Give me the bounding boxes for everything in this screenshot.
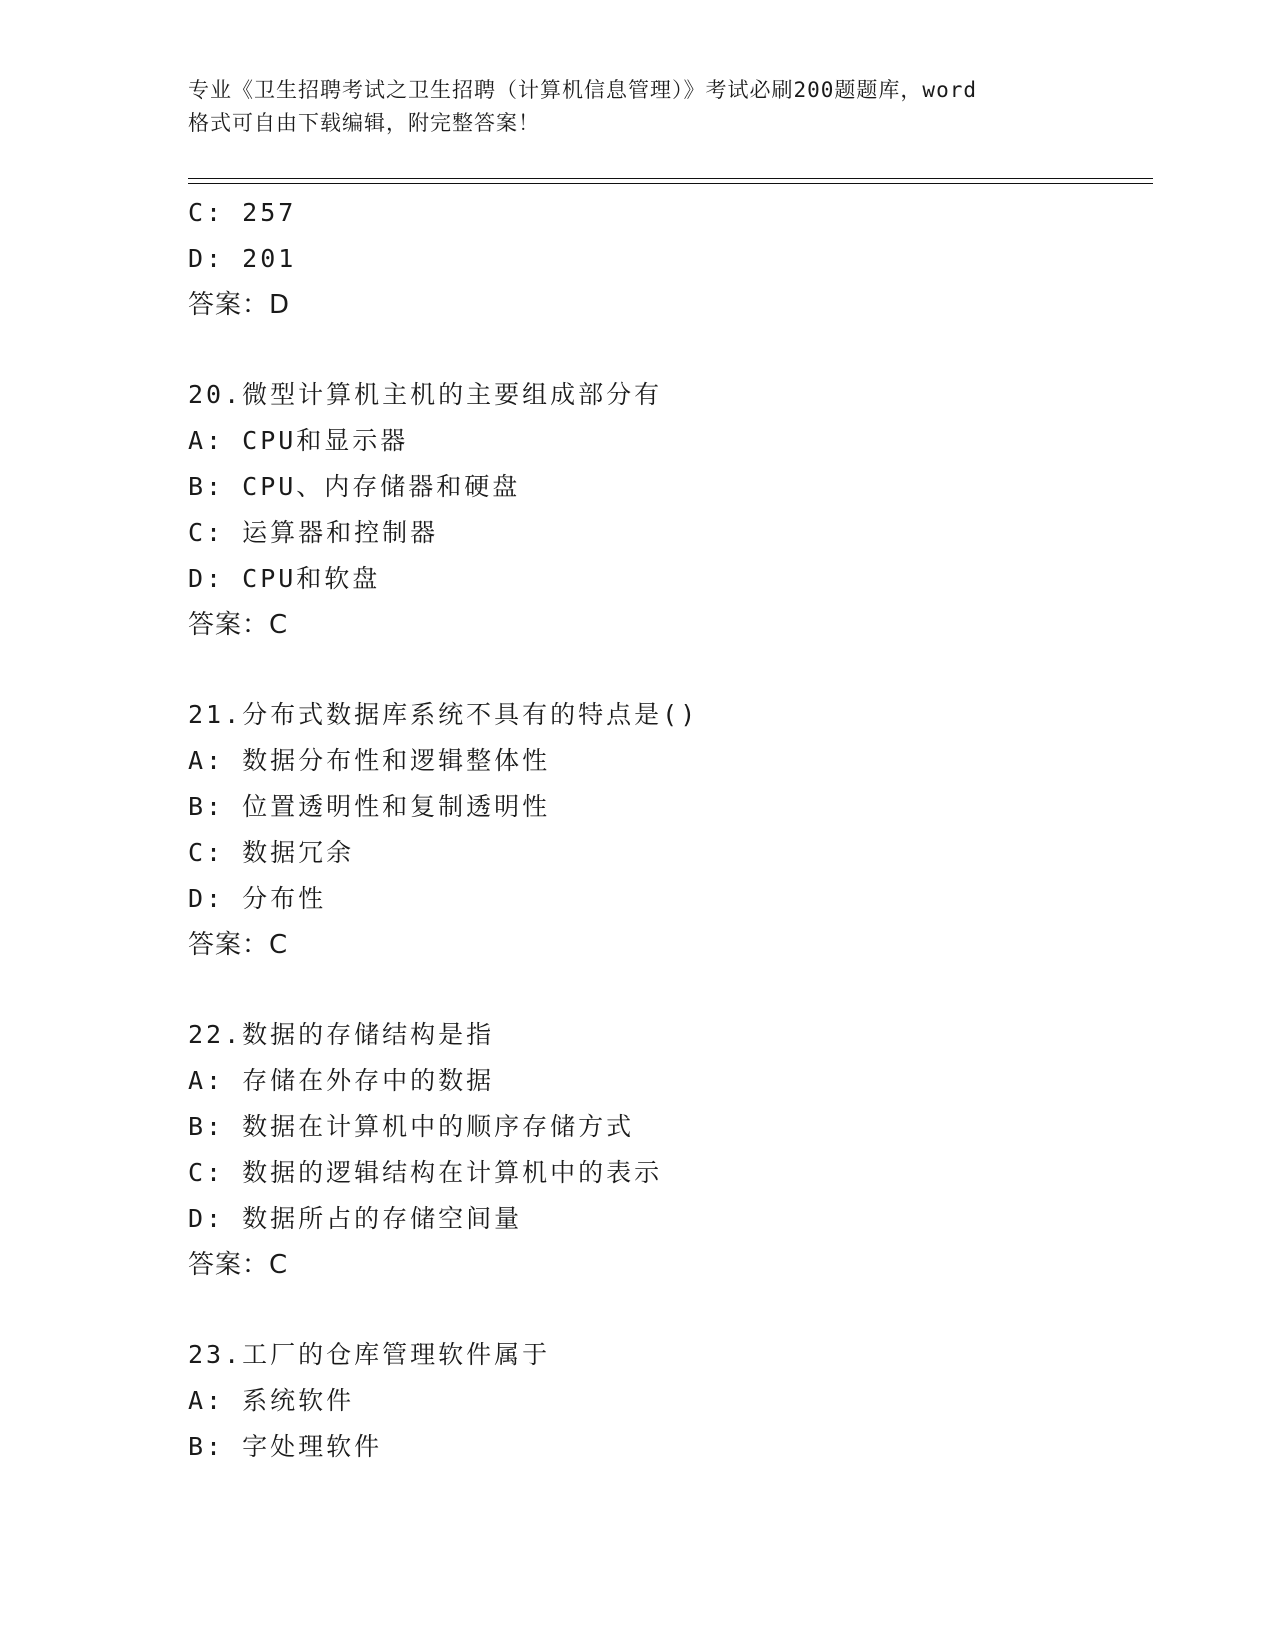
spacer xyxy=(188,1288,1148,1332)
question-block-21 xyxy=(188,692,1148,968)
option-b: B: 位置透明性和复制透明性 xyxy=(188,792,551,821)
option-c: C: 数据冗余 xyxy=(188,838,355,867)
option-a: A: 存储在外存中的数据 xyxy=(188,1066,495,1095)
option-d: D: 数据所占的存储空间量 xyxy=(188,1204,523,1233)
question-stem: 20.微型计算机主机的主要组成部分有 xyxy=(188,380,663,409)
answer-line: 答案：C xyxy=(188,930,289,960)
option-a: A: 系统软件 xyxy=(188,1386,355,1415)
option-b: B: 字处理软件 xyxy=(188,1432,383,1461)
question-list xyxy=(188,190,1148,1470)
option-c: C: 运算器和控制器 xyxy=(188,518,439,547)
question-block-23 xyxy=(188,1332,1148,1470)
option-d: D: 分布性 xyxy=(188,884,327,913)
question-stem: 23.工厂的仓库管理软件属于 xyxy=(188,1340,551,1369)
answer-line: 答案：D xyxy=(188,290,291,320)
spacer xyxy=(188,328,1148,372)
header-line-1: 专业《卫生招聘考试之卫生招聘（计算机信息管理）》考试必刷200题题库，word xyxy=(188,78,977,102)
option-d: D: 201 xyxy=(188,244,297,273)
option-a: A: CPU和显示器 xyxy=(188,426,409,455)
answer-line: 答案：C xyxy=(188,610,289,640)
answer-line: 答案：C xyxy=(188,1250,289,1280)
header-divider-bottom xyxy=(188,183,1153,184)
option-b: B: CPU、内存储器和硬盘 xyxy=(188,472,521,501)
option-d: D: CPU和软盘 xyxy=(188,564,381,593)
spacer xyxy=(188,968,1148,1012)
header-line-2: 格式可自由下载编辑，附完整答案！ xyxy=(188,111,540,135)
spacer xyxy=(188,648,1148,692)
question-stem: 21.分布式数据库系统不具有的特点是() xyxy=(188,700,699,729)
question-block-20 xyxy=(188,372,1148,648)
option-c: C: 257 xyxy=(188,198,297,227)
option-b: B: 数据在计算机中的顺序存储方式 xyxy=(188,1112,635,1141)
document-header xyxy=(188,74,1088,140)
question-stem: 22.数据的存储结构是指 xyxy=(188,1020,495,1049)
question-block-22 xyxy=(188,1012,1148,1288)
header-divider-top xyxy=(188,178,1153,179)
option-a: A: 数据分布性和逻辑整体性 xyxy=(188,746,551,775)
previous-question-tail xyxy=(188,190,1148,328)
option-c: C: 数据的逻辑结构在计算机中的表示 xyxy=(188,1158,663,1187)
